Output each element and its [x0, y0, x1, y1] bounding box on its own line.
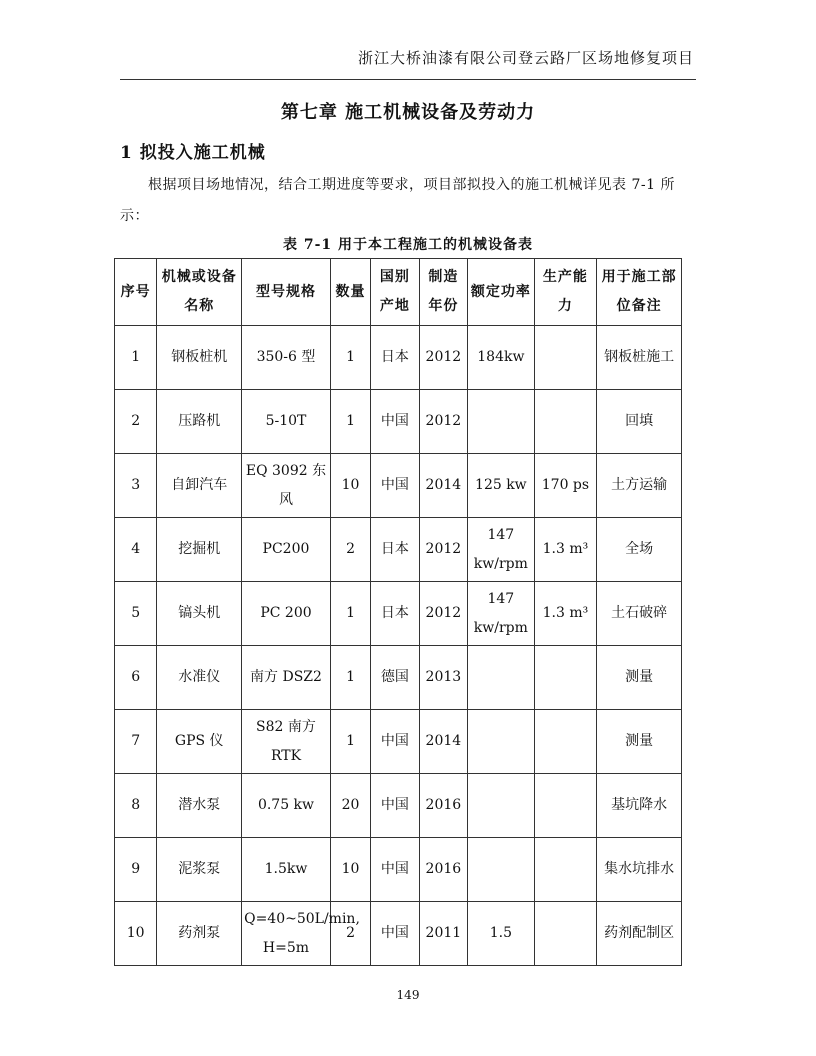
header-divider: [120, 79, 696, 80]
chapter-title: 第七章 施工机械设备及劳动力: [280, 102, 536, 123]
cell-year: 2016: [419, 838, 467, 902]
cell-name: GPS 仪: [157, 710, 242, 774]
col-header-index: 序号: [115, 259, 157, 326]
cell-usage-note: 测量: [597, 710, 682, 774]
cell-quantity: 1: [330, 326, 370, 390]
cell-model: 5-10T: [242, 390, 331, 454]
table-row: [115, 454, 682, 518]
cell-capacity: 170 ps: [534, 454, 597, 518]
cell-origin: 中国: [371, 710, 419, 774]
cell-origin: 中国: [371, 454, 419, 518]
cell-capacity: 1.3 m³: [534, 582, 597, 646]
col-header-model: 型号规格: [242, 259, 331, 326]
cell-usage-note: 土石破碎: [597, 582, 682, 646]
intro-paragraph: 根据项目场地情况，结合工期进度等要求，项目部拟投入的施工机械详见表 7-1 所示：: [120, 177, 675, 224]
cell-capacity: [534, 838, 597, 902]
equipment-table: [114, 258, 682, 966]
cell-name: 水准仪: [157, 646, 242, 710]
cell-model: Q=40~50L/min, H=5m: [242, 902, 331, 966]
cell-year: 2013: [419, 646, 467, 710]
cell-quantity: 10: [330, 454, 370, 518]
cell-origin: 日本: [371, 518, 419, 582]
cell-usage-note: 基坑降水: [597, 774, 682, 838]
cell-index: 10: [115, 902, 157, 966]
cell-year: 2014: [419, 454, 467, 518]
cell-origin: 德国: [371, 646, 419, 710]
cell-origin: 中国: [371, 390, 419, 454]
section-heading: 1 拟投入施工机械: [120, 143, 266, 163]
cell-year: 2014: [419, 710, 467, 774]
cell-usage-note: 集水坑排水: [597, 838, 682, 902]
col-header-capacity: 生产能力: [534, 259, 597, 326]
col-header-origin: 国别产地: [371, 259, 419, 326]
cell-quantity: 1: [330, 646, 370, 710]
cell-rated-power: [468, 710, 535, 774]
cell-model: 350-6 型: [242, 326, 331, 390]
table-row: [115, 518, 682, 582]
cell-year: 2012: [419, 582, 467, 646]
cell-usage-note: 钢板桩施工: [597, 326, 682, 390]
cell-name: 挖掘机: [157, 518, 242, 582]
cell-origin: 中国: [371, 774, 419, 838]
cell-year: 2011: [419, 902, 467, 966]
cell-rated-power: 184kw: [468, 326, 535, 390]
cell-quantity: 2: [330, 902, 370, 966]
table-row: [115, 774, 682, 838]
cell-usage-note: 回填: [597, 390, 682, 454]
cell-rated-power: [468, 838, 535, 902]
cell-usage-note: 测量: [597, 646, 682, 710]
cell-quantity: 2: [330, 518, 370, 582]
cell-year: 2012: [419, 326, 467, 390]
cell-capacity: [534, 710, 597, 774]
cell-rated-power: [468, 646, 535, 710]
cell-name: 泥浆泵: [157, 838, 242, 902]
table-row: [115, 646, 682, 710]
cell-origin: 中国: [371, 838, 419, 902]
table-row: [115, 838, 682, 902]
cell-index: 1: [115, 326, 157, 390]
cell-index: 7: [115, 710, 157, 774]
table-row: [115, 710, 682, 774]
cell-model: 0.75 kw: [242, 774, 331, 838]
cell-capacity: [534, 326, 597, 390]
col-header-year: 制造年份: [419, 259, 467, 326]
table-row: [115, 902, 682, 966]
cell-model: PC200: [242, 518, 331, 582]
cell-origin: 日本: [371, 326, 419, 390]
cell-model: 南方 DSZ2: [242, 646, 331, 710]
cell-capacity: [534, 646, 597, 710]
cell-rated-power: 147 kw/rpm: [468, 582, 535, 646]
cell-capacity: [534, 390, 597, 454]
cell-usage-note: 药剂配制区: [597, 902, 682, 966]
cell-year: 2012: [419, 518, 467, 582]
table-row: [115, 582, 682, 646]
cell-index: 9: [115, 838, 157, 902]
cell-rated-power: [468, 390, 535, 454]
cell-index: 3: [115, 454, 157, 518]
cell-model: EQ 3092 东风: [242, 454, 331, 518]
cell-model: PC 200: [242, 582, 331, 646]
cell-origin: 日本: [371, 582, 419, 646]
table-row: [115, 326, 682, 390]
cell-quantity: 1: [330, 582, 370, 646]
cell-name: 压路机: [157, 390, 242, 454]
cell-name: 自卸汽车: [157, 454, 242, 518]
cell-year: 2016: [419, 774, 467, 838]
cell-usage-note: 土方运输: [597, 454, 682, 518]
cell-name: 镐头机: [157, 582, 242, 646]
cell-index: 4: [115, 518, 157, 582]
cell-index: 6: [115, 646, 157, 710]
cell-capacity: [534, 774, 597, 838]
col-header-name: 机械或设备名称: [157, 259, 242, 326]
cell-year: 2012: [419, 390, 467, 454]
cell-rated-power: [468, 774, 535, 838]
cell-index: 2: [115, 390, 157, 454]
col-header-quantity: 数量: [330, 259, 370, 326]
cell-name: 潜水泵: [157, 774, 242, 838]
col-header-usage-note: 用于施工部位备注: [597, 259, 682, 326]
cell-quantity: 1: [330, 710, 370, 774]
cell-rated-power: 125 kw: [468, 454, 535, 518]
cell-usage-note: 全场: [597, 518, 682, 582]
page-number: 149: [396, 988, 420, 1002]
document-header-title: 浙江大桥油漆有限公司登云路厂区场地修复项目: [357, 49, 694, 67]
cell-quantity: 10: [330, 838, 370, 902]
cell-rated-power: 147 kw/rpm: [468, 518, 535, 582]
cell-rated-power: 1.5: [468, 902, 535, 966]
cell-name: 药剂泵: [157, 902, 242, 966]
col-header-rated-power: 额定功率: [468, 259, 535, 326]
cell-index: 5: [115, 582, 157, 646]
cell-capacity: [534, 902, 597, 966]
table-caption: 表 7-1 用于本工程施工的机械设备表: [282, 237, 534, 253]
cell-quantity: 20: [330, 774, 370, 838]
cell-model: S82 南方 RTK: [242, 710, 331, 774]
cell-index: 8: [115, 774, 157, 838]
table-row: [115, 390, 682, 454]
cell-name: 钢板桩机: [157, 326, 242, 390]
cell-capacity: 1.3 m³: [534, 518, 597, 582]
cell-origin: 中国: [371, 902, 419, 966]
cell-quantity: 1: [330, 390, 370, 454]
cell-model: 1.5kw: [242, 838, 331, 902]
table-header-row: [115, 259, 682, 326]
